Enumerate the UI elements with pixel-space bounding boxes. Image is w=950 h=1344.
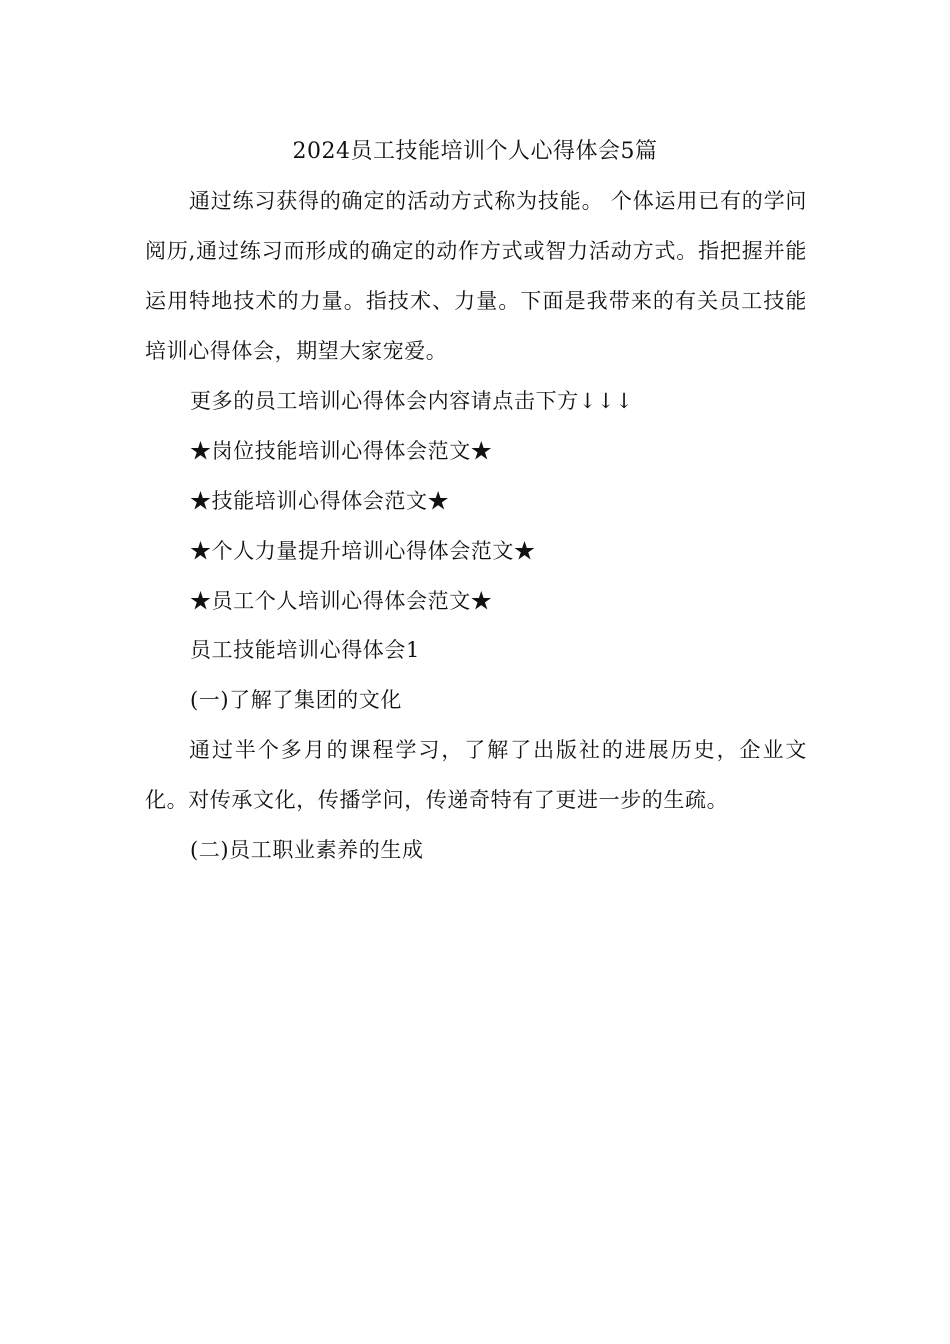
subheading-professional-quality: (二)员工职业素养的生成 <box>190 838 424 862</box>
subheading-group-culture: (一)了解了集团的文化 <box>190 688 402 712</box>
link-employee-personal-training-essay[interactable]: ★员工个人培训心得体会范文★ <box>190 589 493 613</box>
link-skill-training-essay[interactable]: ★技能培训心得体会范文★ <box>190 489 450 513</box>
more-content-prompt: 更多的员工培训心得体会内容请点击下方↓↓↓ <box>190 389 634 413</box>
intro-paragraph: 通过练习获得的确定的活动方式称为技能。 个体运用已有的学问阅历,通过练习而形成的确定的动作方式或智力活动方式。指把握并能运用特地技术的力量。指技术、力量。下面是我带来的有关员工技能培训心得体会，期望大家宠爱。 <box>145 189 807 363</box>
document-title: 2024员工技能培训个人心得体会5篇 <box>292 139 658 164</box>
link-personal-ability-training-essay[interactable]: ★个人力量提升培训心得体会范文★ <box>190 539 536 563</box>
paragraph-group-culture: 通过半个多月的课程学习，了解了出版社的进展历史，企业文化。对传承文化，传播学问，传递奇特有了更进一步的生疏。 <box>145 738 807 812</box>
link-job-skill-training-essay[interactable]: ★岗位技能培训心得体会范文★ <box>190 439 493 463</box>
section-heading: 员工技能培训心得体会1 <box>190 638 420 662</box>
